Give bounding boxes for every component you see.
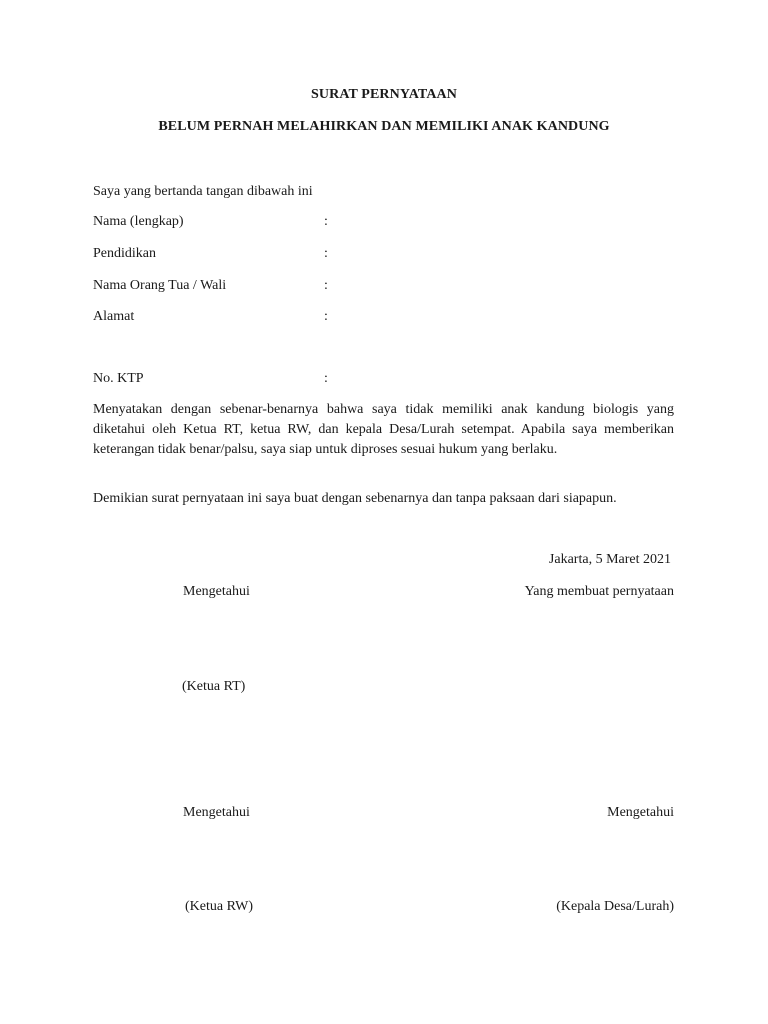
signature-label-maker: Yang membuat pernyataan [524,584,674,599]
field-label-orang-tua: Nama Orang Tua / Wali [93,278,227,293]
field-colon-nama: : [324,214,328,229]
place-date: Jakarta, 5 Maret 2021 [548,552,671,567]
signature-name-kepala-desa: (Kepala Desa/Lurah) [556,899,674,914]
field-colon-alamat: : [324,309,328,324]
signature-label-mengetahui-rt: Mengetahui [183,584,250,599]
field-label-ktp: No. KTP [93,371,144,386]
signature-name-ketua-rt: (Ketua RT) [182,679,246,694]
field-label-nama: Nama (lengkap) [93,214,184,229]
document-subtitle: BELUM PERNAH MELAHIRKAN DAN MEMILIKI ANAK KANDUNG [158,119,610,134]
field-label-pendidikan: Pendidikan [93,246,156,261]
signature-label-mengetahui-lurah: Mengetahui [607,805,674,820]
field-colon-orang-tua: : [324,278,328,293]
signature-name-ketua-rw: (Ketua RW) [185,899,254,914]
closing-paragraph: Demikian surat pernyataan ini saya buat dengan sebenarnya dan tanpa paksaan dari siapapun. [93,491,617,506]
field-colon-pendidikan: : [324,246,328,261]
field-colon-ktp: : [324,371,328,386]
statement-paragraph: Menyatakan dengan sebenar-benarnya bahwa saya tidak memiliki anak kandung biologis yang diketahui oleh Ketua RT, ketua RW, dan kepala Desa/Lurah setempat. Apabila saya memberikan keterangan tidak benar/palsu, saya siap untuk diproses sesuai hukum yang berlaku. [93,402,674,457]
document-title: SURAT PERNYATAAN [311,87,457,102]
signature-label-mengetahui-rw: Mengetahui [183,805,250,820]
intro-text: Saya yang bertanda tangan dibawah ini [93,184,313,199]
field-label-alamat: Alamat [93,309,135,324]
